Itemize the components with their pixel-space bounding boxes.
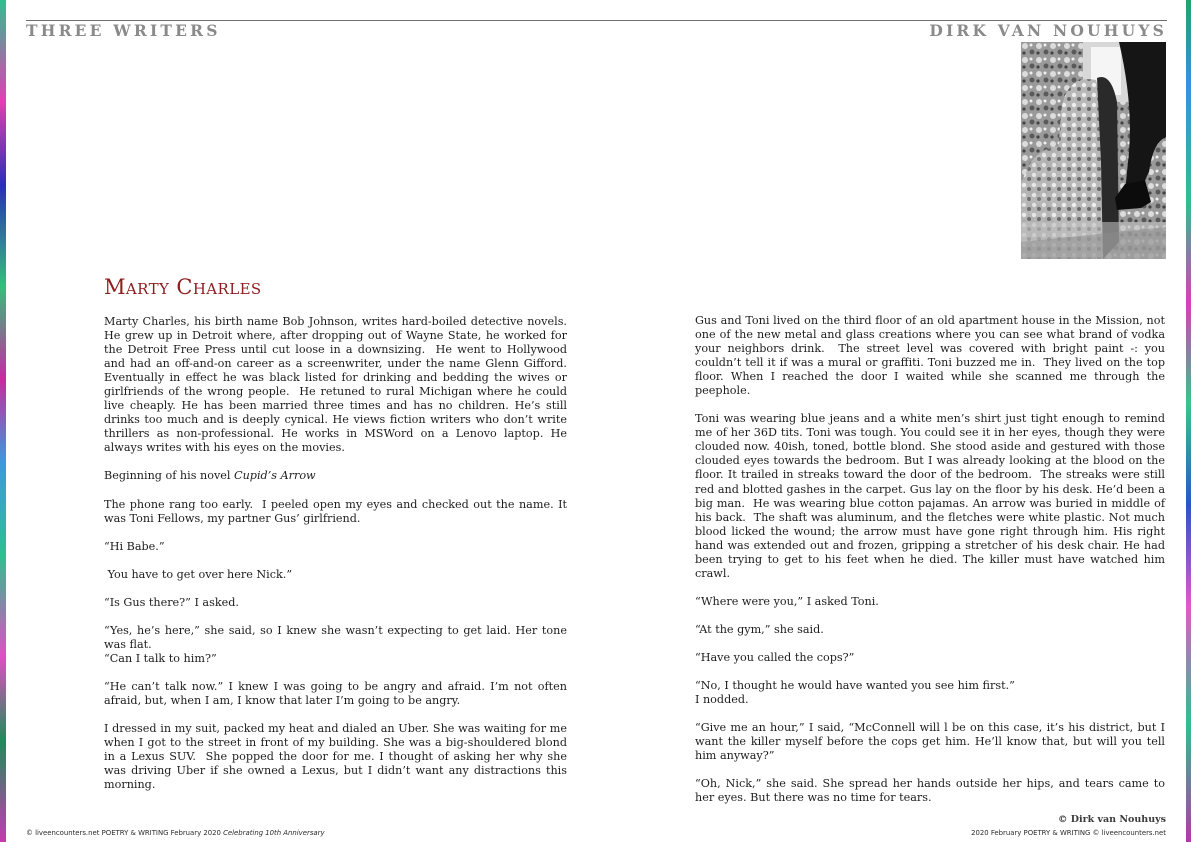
story-paragraph: “Have you called the cops?” <box>695 650 855 664</box>
decorative-edge-right <box>1186 0 1191 842</box>
author-bio: Marty Charles, his birth name Bob Johnson, writes hard-boiled detective novels. He grew up in Detroit where, after dropping out of Wayne State, he worked for the Detroit Free Press until cut loose in a downsizing. He went to Hollywood and had an off-and-on career as a screenwriter, under the name Glenn Gifford. Eventually in effect he was black listed for drinking and bedding the wives or girlfriends of the wrong people. He retuned to rural Michigan where he could live cheaply. He has been married three times and has no children. He’s still drinks too much and is deeply cynical. He views fiction writers who don’t write thrillers as non-professional. He works in MSWord on a Lenovo laptop. He always writes with his eyes on the movies. <box>104 315 575 455</box>
story-paragraph: “At the gym,” she said. <box>695 622 824 636</box>
author-header: DIRK VAN NOUHUYS <box>929 21 1167 40</box>
article-column-left <box>104 315 575 806</box>
story-paragraph: “Oh, Nick,” she said. She spread her hands outside her hips, and tears came to her eyes. But there was no time for tears. <box>695 777 1169 805</box>
story-paragraph: “No, I thought he would have wanted you see him first.” <box>695 678 1015 692</box>
section-header: THREE WRITERS <box>26 21 221 40</box>
story-paragraph: You have to get over here Nick.” <box>104 567 293 581</box>
story-paragraph: “Can I talk to him?” <box>104 651 217 665</box>
story-paragraph: Gus and Toni lived on the third floor of an old apartment house in the Mission, not one of the new metal and glass creations where you can see what brand of vodka your neighbors drink. The street level was covered with bright paint -: you couldn’t tell it if was a mural or graffiti. Toni buzzed me in. They lived on the top floor. When I reached the door I waited while she scanned me through the peephole. <box>695 314 1169 398</box>
copyright-author: © Dirk van Nouhuys <box>1057 814 1166 825</box>
story-paragraph: Toni was wearing blue jeans and a white men’s shirt just tight enough to remind me of her 36D tits. Toni was tough. You could see it in her eyes, though they were clouded now. 40ish, toned, bottle blond. She stood aside and gestured with those clouded eyes towards the bedroom. But I was already looking at the blood on the floor. It trailed in streaks toward the door of the bedroom. The streaks were still red and blotted gashes in the carpet. Gus lay on the floor by his desk. He’d been a big man. He was wearing blue cotton pajamas. An arrow was buried in middle of his back. The shaft was aluminum, and the fletches were white plastic. Not much blood licked the wound; the arrow must have gone right through him. His right hand was extended out and frozen, gripping a stretcher of his desk chair. He had been trying to get to his feet when he died. The killer must have watched him crawl. <box>695 412 1169 580</box>
story-paragraph: The phone rang too early. I peeled open my eyes and checked out the name. It was Toni Fellows, my partner Gus’ girlfriend. <box>104 497 571 525</box>
novel-intro <box>104 469 567 483</box>
story-paragraph: “Where were you,” I asked Toni. <box>695 594 879 608</box>
novel-title: Cupid’s Arrow <box>234 469 316 483</box>
decorative-edge-left <box>0 0 6 842</box>
author-photo <box>1021 42 1166 259</box>
novel-intro-text: Beginning of his novel <box>104 469 235 483</box>
footer-right: 2020 February POETRY & WRITING © liveencounters.net <box>971 829 1166 837</box>
story-paragraph: “He can’t talk now.” I knew I was going to be angry and afraid. I’m not often afraid, but, when I am, I know that later I’m going to be angry. <box>104 679 571 707</box>
story-paragraph: “Is Gus there?” I asked. <box>104 595 239 609</box>
article-column-right <box>695 314 1169 819</box>
story-paragraph: I dressed in my suit, packed my heat and dialed an Uber. She was waiting for me when I got to the street in front of my building. She was a big-shouldered blond in a Lexus SUV. She popped the door for me. I thought of asking her why she was driving Uber if she owned a Lexus, but I didn’t want any distractions this morning. <box>104 721 571 792</box>
story-paragraph: “Hi Babe.” <box>104 539 165 553</box>
photo-person-boot-on-armchair-icon <box>1021 42 1166 259</box>
story-paragraph: I nodded. <box>695 693 749 707</box>
footer-anniversary: Celebrating 10th Anniversary <box>223 829 325 837</box>
story-paragraph: “Give me an hour,” I said, “McConnell will l be on this case, it’s his district, but I want the killer myself before the cops get him. He’ll know that, but will you tell him anyway?” <box>695 721 1169 763</box>
footer-left <box>26 829 325 837</box>
footer-left-text: © liveencounters.net POETRY & WRITING February 2020 <box>26 829 224 837</box>
article-title: Marty Charles <box>104 275 262 299</box>
story-paragraph: “Yes, he’s here,” she said, so I knew she wasn’t expecting to get laid. Her tone was flat. <box>104 623 571 651</box>
